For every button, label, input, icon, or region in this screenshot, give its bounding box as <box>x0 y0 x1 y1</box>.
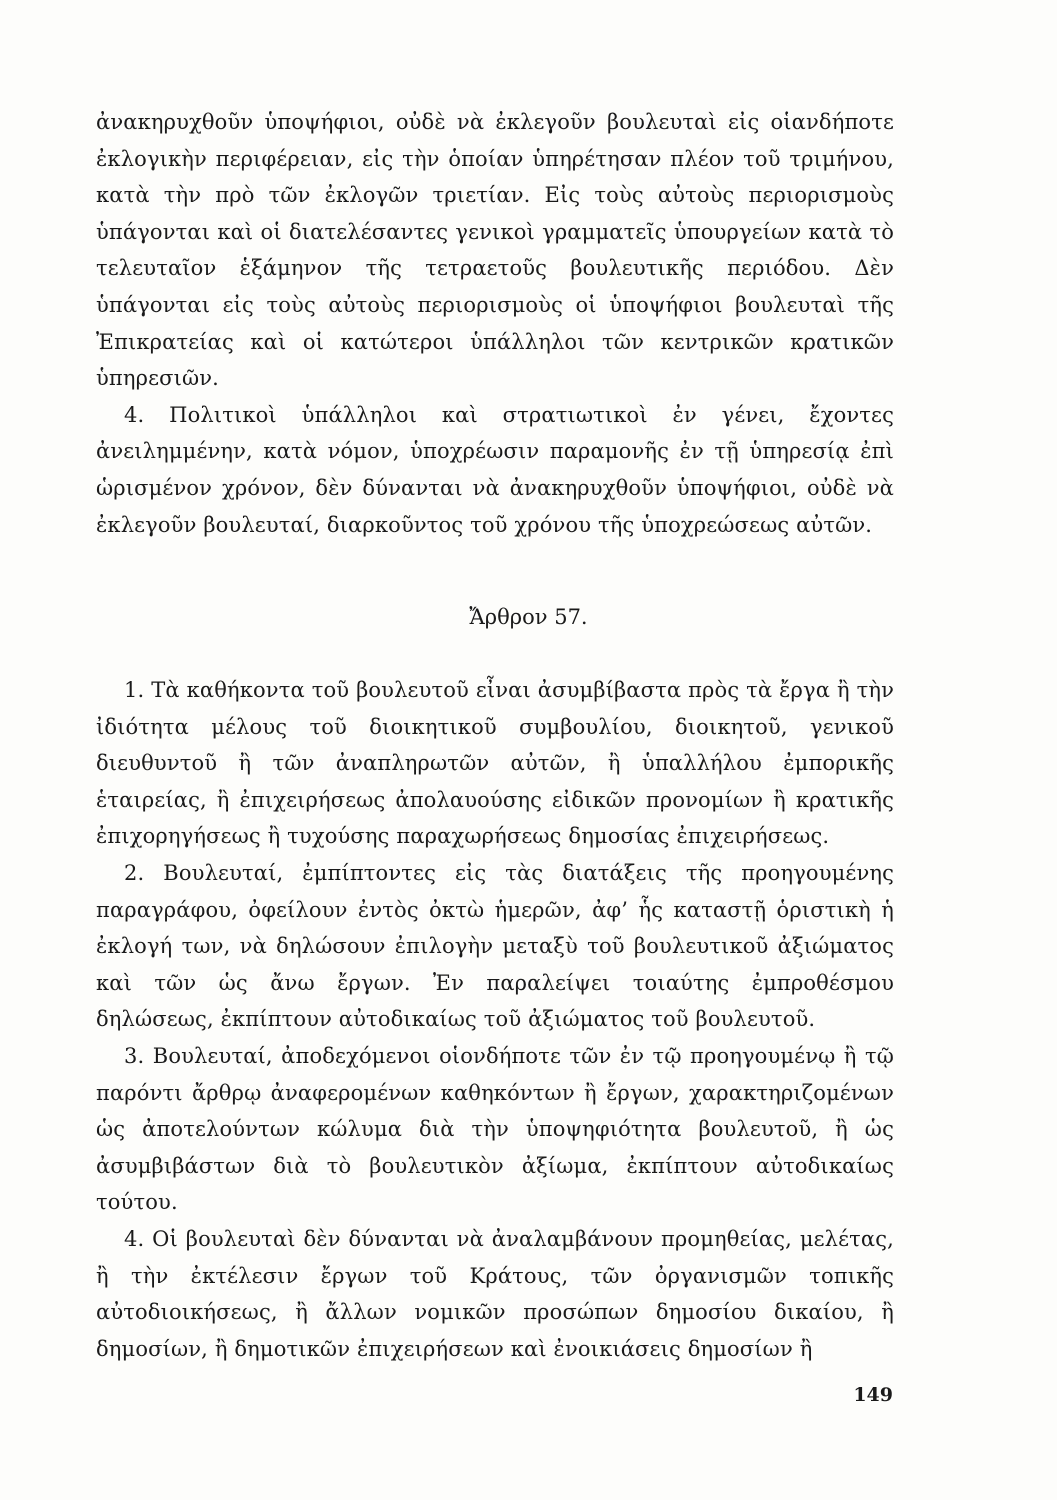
article-57-paragraph-4: 4. Οἱ βουλευταὶ δὲν δύνανται νὰ ἀναλαμβάνουν προμηθείας, μελέτας, ἢ τὴν ἐκτέλεσιν ἔργων τοῦ Κράτους, τῶν ὀργανισμῶν τοπικῆς αὐτοδιοικήσεως, ἢ ἄλλων νομικῶν προσώπων δημοσίου δικαίου, ἢ δημοσίων, ἢ δημοτικῶν ἐπιχειρήσεων καὶ ἐνοικιάσεις δημοσίων ἢ <box>96 1226 894 1361</box>
continued-text-block <box>96 104 894 543</box>
paragraph-continued: ἀνακηρυχθοῦν ὑποψήφιοι, οὐδὲ νὰ ἐκλεγοῦν βουλευταὶ εἰς οἱανδήποτε ἐκλογικὴν περιφέρειαν, εἰς τὴν ὁποίαν ὑπηρέτησαν πλέον τοῦ τριμήνου, κατὰ τὴν πρὸ τῶν ἐκλογῶν τριετίαν. Εἰς τοὺς αὐτοὺς περιορισμοὺς ὑπάγονται καὶ οἱ διατελέσαντες γενικοὶ γραμματεῖς ὑπουργείων κατὰ τὸ τελευταῖον ἑξάμηνον τῆς τετραετοῦς βουλευτικῆς περιόδου. Δὲν ὑπάγονται εἰς τοὺς αὐτοὺς περιορισμοὺς οἱ ὑποψήφιοι βουλευταὶ τῆς Ἐπικρατείας καὶ οἱ κατώτεροι ὑπάλληλοι τῶν κεντρικῶν κρατικῶν ὑπηρεσιῶν. <box>96 110 894 391</box>
article-57-paragraph-3: 3. Βουλευταί, ἀποδεχόμενοι οἱονδήποτε τῶν ἐν τῷ προηγουμένῳ ἢ τῷ παρόντι ἄρθρῳ ἀναφερομένων καθηκόντων ἢ ἔργων, χαρακτηριζομένων ὡς ἀποτελούντων κώλυμα διὰ τὴν ὑποψηφιότητα βουλευτοῦ, ἢ ὡς ἀσυμβιβάστων διὰ τὸ βουλευτικὸν ἀξίωμα, ἐκπίπτουν αὐτοδικαίως τούτου. <box>96 1043 894 1215</box>
article-57-paragraph-1: 1. Τὰ καθήκοντα τοῦ βουλευτοῦ εἶναι ἀσυμβίβαστα πρὸς τὰ ἔργα ἢ τὴν ἰδιότητα μέλους τοῦ διοικητικοῦ συμβουλίου, διοικητοῦ, γενικοῦ διευθυντοῦ ἢ τῶν ἀναπληρωτῶν αὐτῶν, ἢ ὑπαλλήλου ἐμπορικῆς ἑταιρείας, ἢ ἐπιχειρήσεως ἀπολαυούσης εἰδικῶν προνομίων ἢ κρατικῆς ἐπιχορηγήσεως ἢ τυχούσης παραχωρήσεως δημοσίας ἐπιχειρήσεως. <box>96 678 894 849</box>
paragraph-4-previous-article: 4. Πολιτικοὶ ὑπάλληλοι καὶ στρατιωτικοὶ ἐν γένει, ἔχοντες ἀνειλημμένην, κατὰ νόμον, ὑποχρέωσιν παραμονῆς ἐν τῇ ὑπηρεσίᾳ ἐπὶ ὡρισμένον χρόνον, δὲν δύνανται νὰ ἀνακηρυχθοῦν ὑποψήφιοι, οὐδὲ νὰ ἐκλεγοῦν βουλευταί, διαρκοῦντος τοῦ χρόνου τῆς ὑποχρεώσεως αὐτῶν. <box>96 402 894 537</box>
article-heading: Ἄρθρον 57. <box>469 605 588 629</box>
page-number: 149 <box>853 1384 893 1406</box>
article-57-paragraph-2: 2. Βουλευταί, ἐμπίπτοντες εἰς τὰς διατάξεις τῆς προηγουμένης παραγράφου, ὀφείλουν ἐντὸς ὀκτὼ ἡμερῶν, ἀφ’ ἧς καταστῇ ὁριστικὴ ἡ ἐκλογή των, νὰ δηλώσουν ἐπιλογὴν μεταξὺ τοῦ βουλευτικοῦ ἀξιώματος καὶ τῶν ὡς ἄνω ἔργων. Ἐν παραλείψει τοιαύτης ἐμπροθέσμου δηλώσεως, ἐκπίπτουν αὐτοδικαίως τοῦ ἀξιώματος τοῦ βουλευτοῦ. <box>96 860 894 1032</box>
article-57-text-block <box>96 672 894 1367</box>
